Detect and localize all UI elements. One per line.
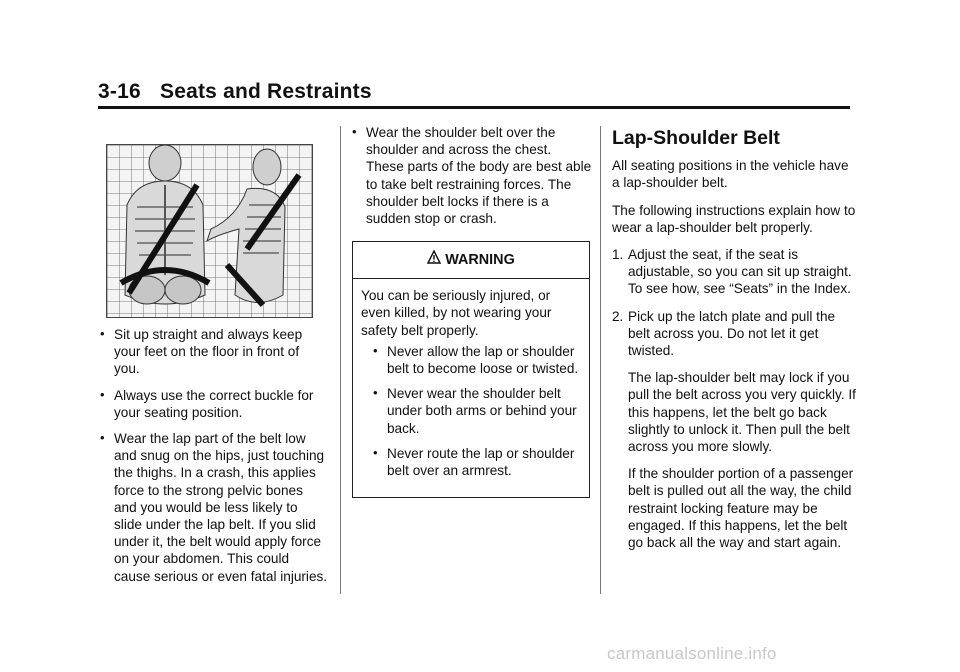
step-note: The lap-shoulder belt may lock if you pull the belt across you very quickly. If this happens, let the belt go back slightly to unlock it. Then pull the belt across you more slowly. [628,370,856,455]
bullet-icon: • [373,385,378,401]
warning-bullets [361,343,581,479]
step-number: 1. [612,247,624,263]
warning-box [352,241,590,498]
step-number: 2. [612,308,624,324]
step-text: Pick up the latch plate and pull the belt across you. Do not let it get twisted. [628,308,836,359]
list-item: • Never wear the shoulder belt under both arms or behind your back. [373,385,577,436]
warning-triangle-icon [427,242,441,278]
watermark: carmanualsonline.info [607,644,777,663]
list-item: • Wear the shoulder belt over the shoulder and across the chest. These parts of the body are best able to take belt restraining forces. The shoulder belt locks if there is a sudden stop or crash. [352,124,592,227]
paragraph: The following instructions explain how to wear a lap-shoulder belt properly. [612,202,856,235]
column-middle [352,124,592,498]
list-item: • Always use the correct buckle for your seating position. [100,386,314,420]
warning-title: WARNING [445,252,515,269]
list-item: • Never route the lap or shoulder belt over an armrest. [373,444,575,479]
page-number: 3-16 [98,80,141,103]
step-item [612,308,856,552]
bullet-icon: • [373,444,378,460]
instruction-steps [612,246,856,551]
warning-body [353,279,589,479]
bullet-icon: • [373,342,378,358]
list-item: • Wear the lap part of the belt low and snug on the hips, just touching the thighs. In a crash, this applies force to the strong pelvic bones and you would be less likely to slide under the lap belt. If you slid under it, the belt would apply force on your abdomen. This could cause serious or even fatal injuries. [100,430,328,584]
warning-header [353,242,589,279]
bullet-icon: • [352,124,357,139]
step-note: If the shoulder portion of a passenger belt is pulled out all the way, the child restraint locking feature may be engaged. If this happens, let the belt go back all the way and start again. [628,466,854,551]
bullet-icon: • [100,326,105,341]
page-header [98,80,850,109]
section-title: Seats and Restraints [160,80,372,103]
skeleton-belt-illustration [106,144,313,318]
seating-bullets [100,326,328,594]
warning-intro: You can be seriously injured, or even killed, by not wearing your safety belt properly. [361,288,552,338]
section-heading: Lap-Shoulder Belt [612,127,780,149]
shoulder-belt-bullets [352,124,592,227]
column-divider-left [340,126,341,594]
step-item [612,246,856,298]
bullet-icon: • [100,386,105,402]
skeleton-illustration-svg [107,145,312,317]
step-text: Adjust the seat, if the seat is adjustable, so you can sit up straight. To see how, see “Seats” in the Index. [628,247,852,297]
list-item: • Sit up straight and always keep your feet on the floor in front of you. [100,326,303,377]
bullet-icon: • [100,430,105,446]
column-right [612,124,856,561]
list-item: • Never allow the lap or shoulder belt to become loose or twisted. [373,342,579,377]
column-divider-right [600,126,601,594]
paragraph: All seating positions in the vehicle have a lap-shoulder belt. [612,158,849,191]
